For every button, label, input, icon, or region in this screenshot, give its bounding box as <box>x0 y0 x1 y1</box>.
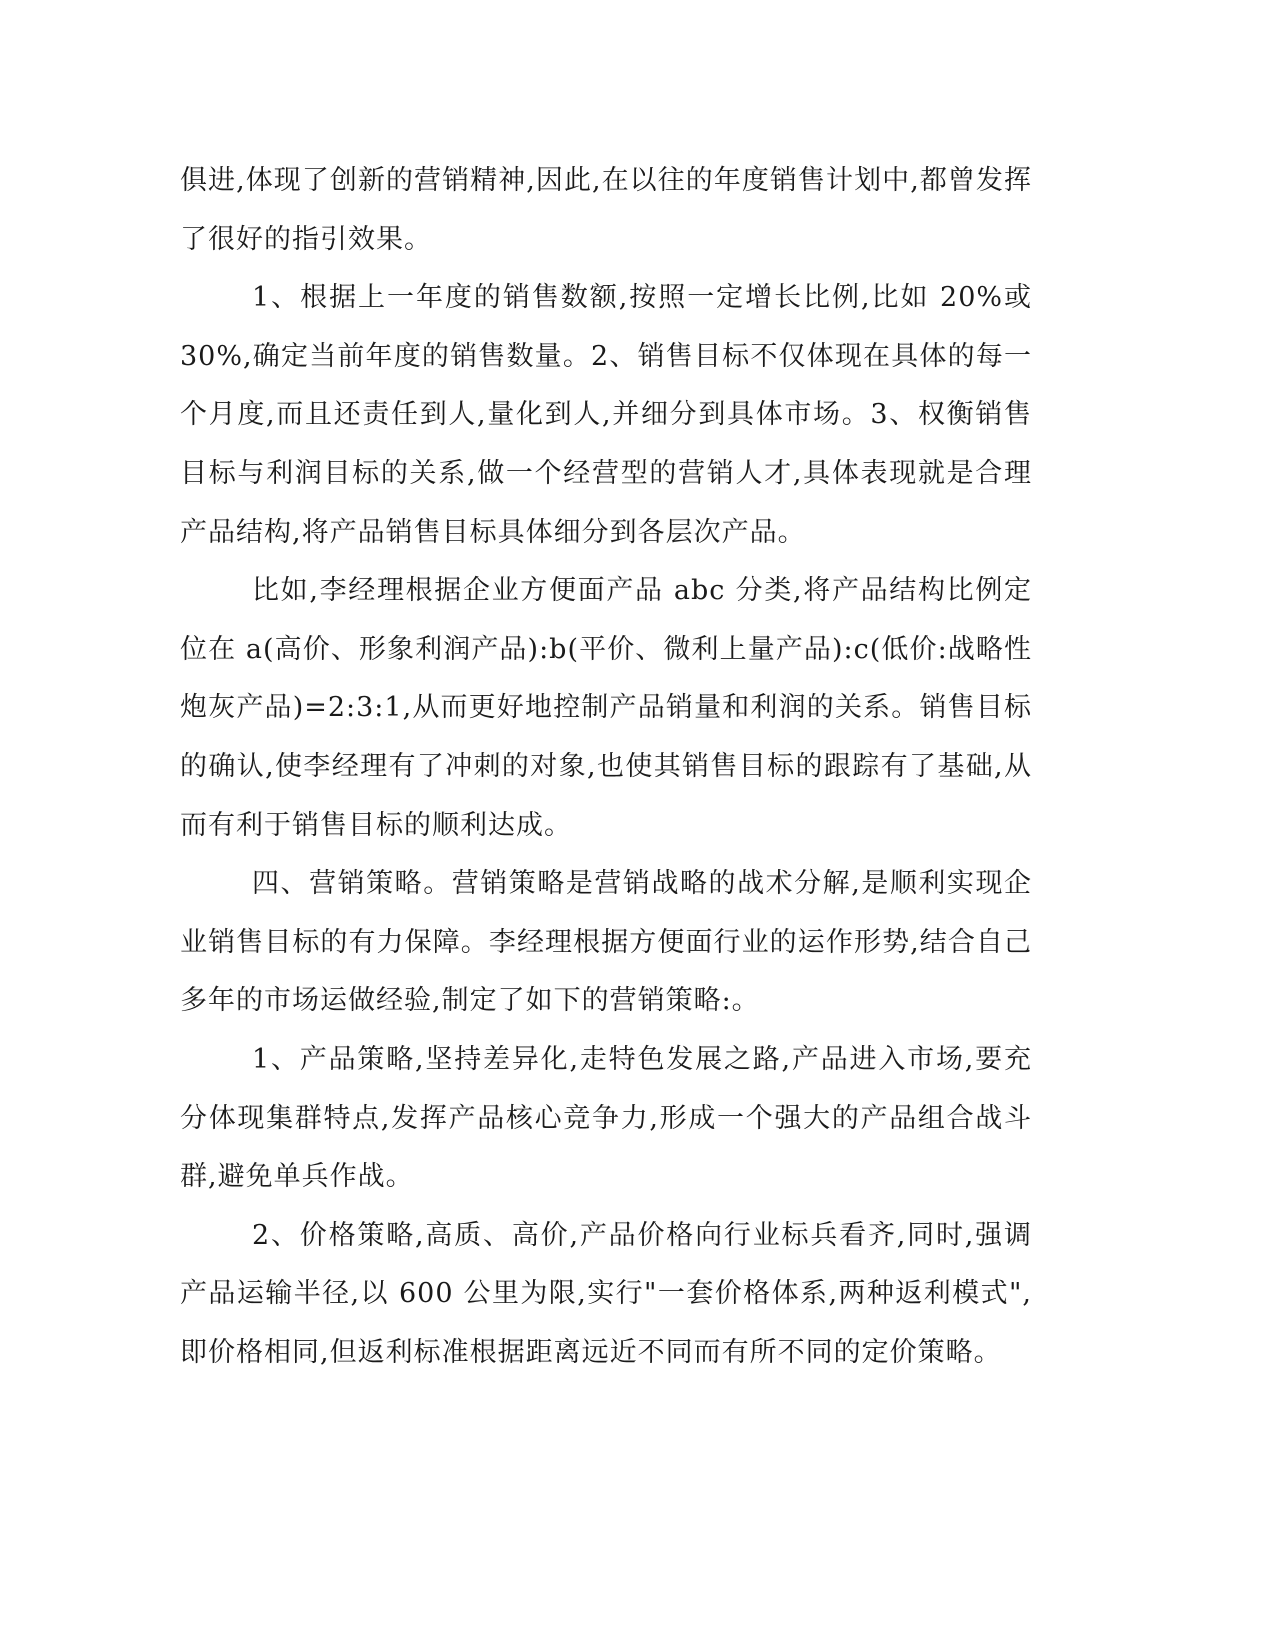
paragraph-sales-targets: 1、根据上一年度的销售数额,按照一定增长比例,比如 20%或 30%,确定当前年度的销售数量。2、销售目标不仅体现在具体的每一个月度,而且还责任到人,量化到人,并细分到具体市场。3、权衡销售目标与利润目标的关系,做一个经营型的营销人才,具体表现就是合理产品结构,将产品销售目标具体细分到各层次产品。 <box>180 282 1032 548</box>
paragraph-product-strategy: 1、产品策略,坚持差异化,走特色发展之路,产品进入市场,要充分体现集群特点,发挥产品核心竞争力,形成一个强大的产品组合战斗群,避免单兵作战。 <box>180 1043 1032 1193</box>
document-body <box>180 152 1032 1382</box>
paragraph-continued: 俱进,体现了创新的营销精神,因此,在以往的年度销售计划中,都曾发挥了很好的指引效果。 <box>180 165 1032 255</box>
paragraph-product-structure: 比如,李经理根据企业方便面产品 abc 分类,将产品结构比例定位在 a(高价、形象利润产品):b(平价、微利上量产品):c(低价:战略性炮灰产品)=2:3:1,从而更好地控制产品销量和利润的关系。销售目标的确认,使李经理有了冲刺的对象,也使其销售目标的跟踪有了基础,从而有利于销售目标的顺利达成。 <box>180 575 1032 841</box>
paragraph-marketing-strategy: 四、营销策略。营销策略是营销战略的战术分解,是顺利实现企业销售目标的有力保障。李经理根据方便面行业的运作形势,结合自己多年的市场运做经验,制定了如下的营销策略:。 <box>180 868 1032 1017</box>
paragraph-price-strategy: 2、价格策略,高质、高价,产品价格向行业标兵看齐,同时,强调产品运输半径,以 600 公里为限,实行"一套价格体系,两种返利模式",即价格相同,但返利标准根据距离远近不同而有所不同的定价策略。 <box>180 1219 1032 1368</box>
